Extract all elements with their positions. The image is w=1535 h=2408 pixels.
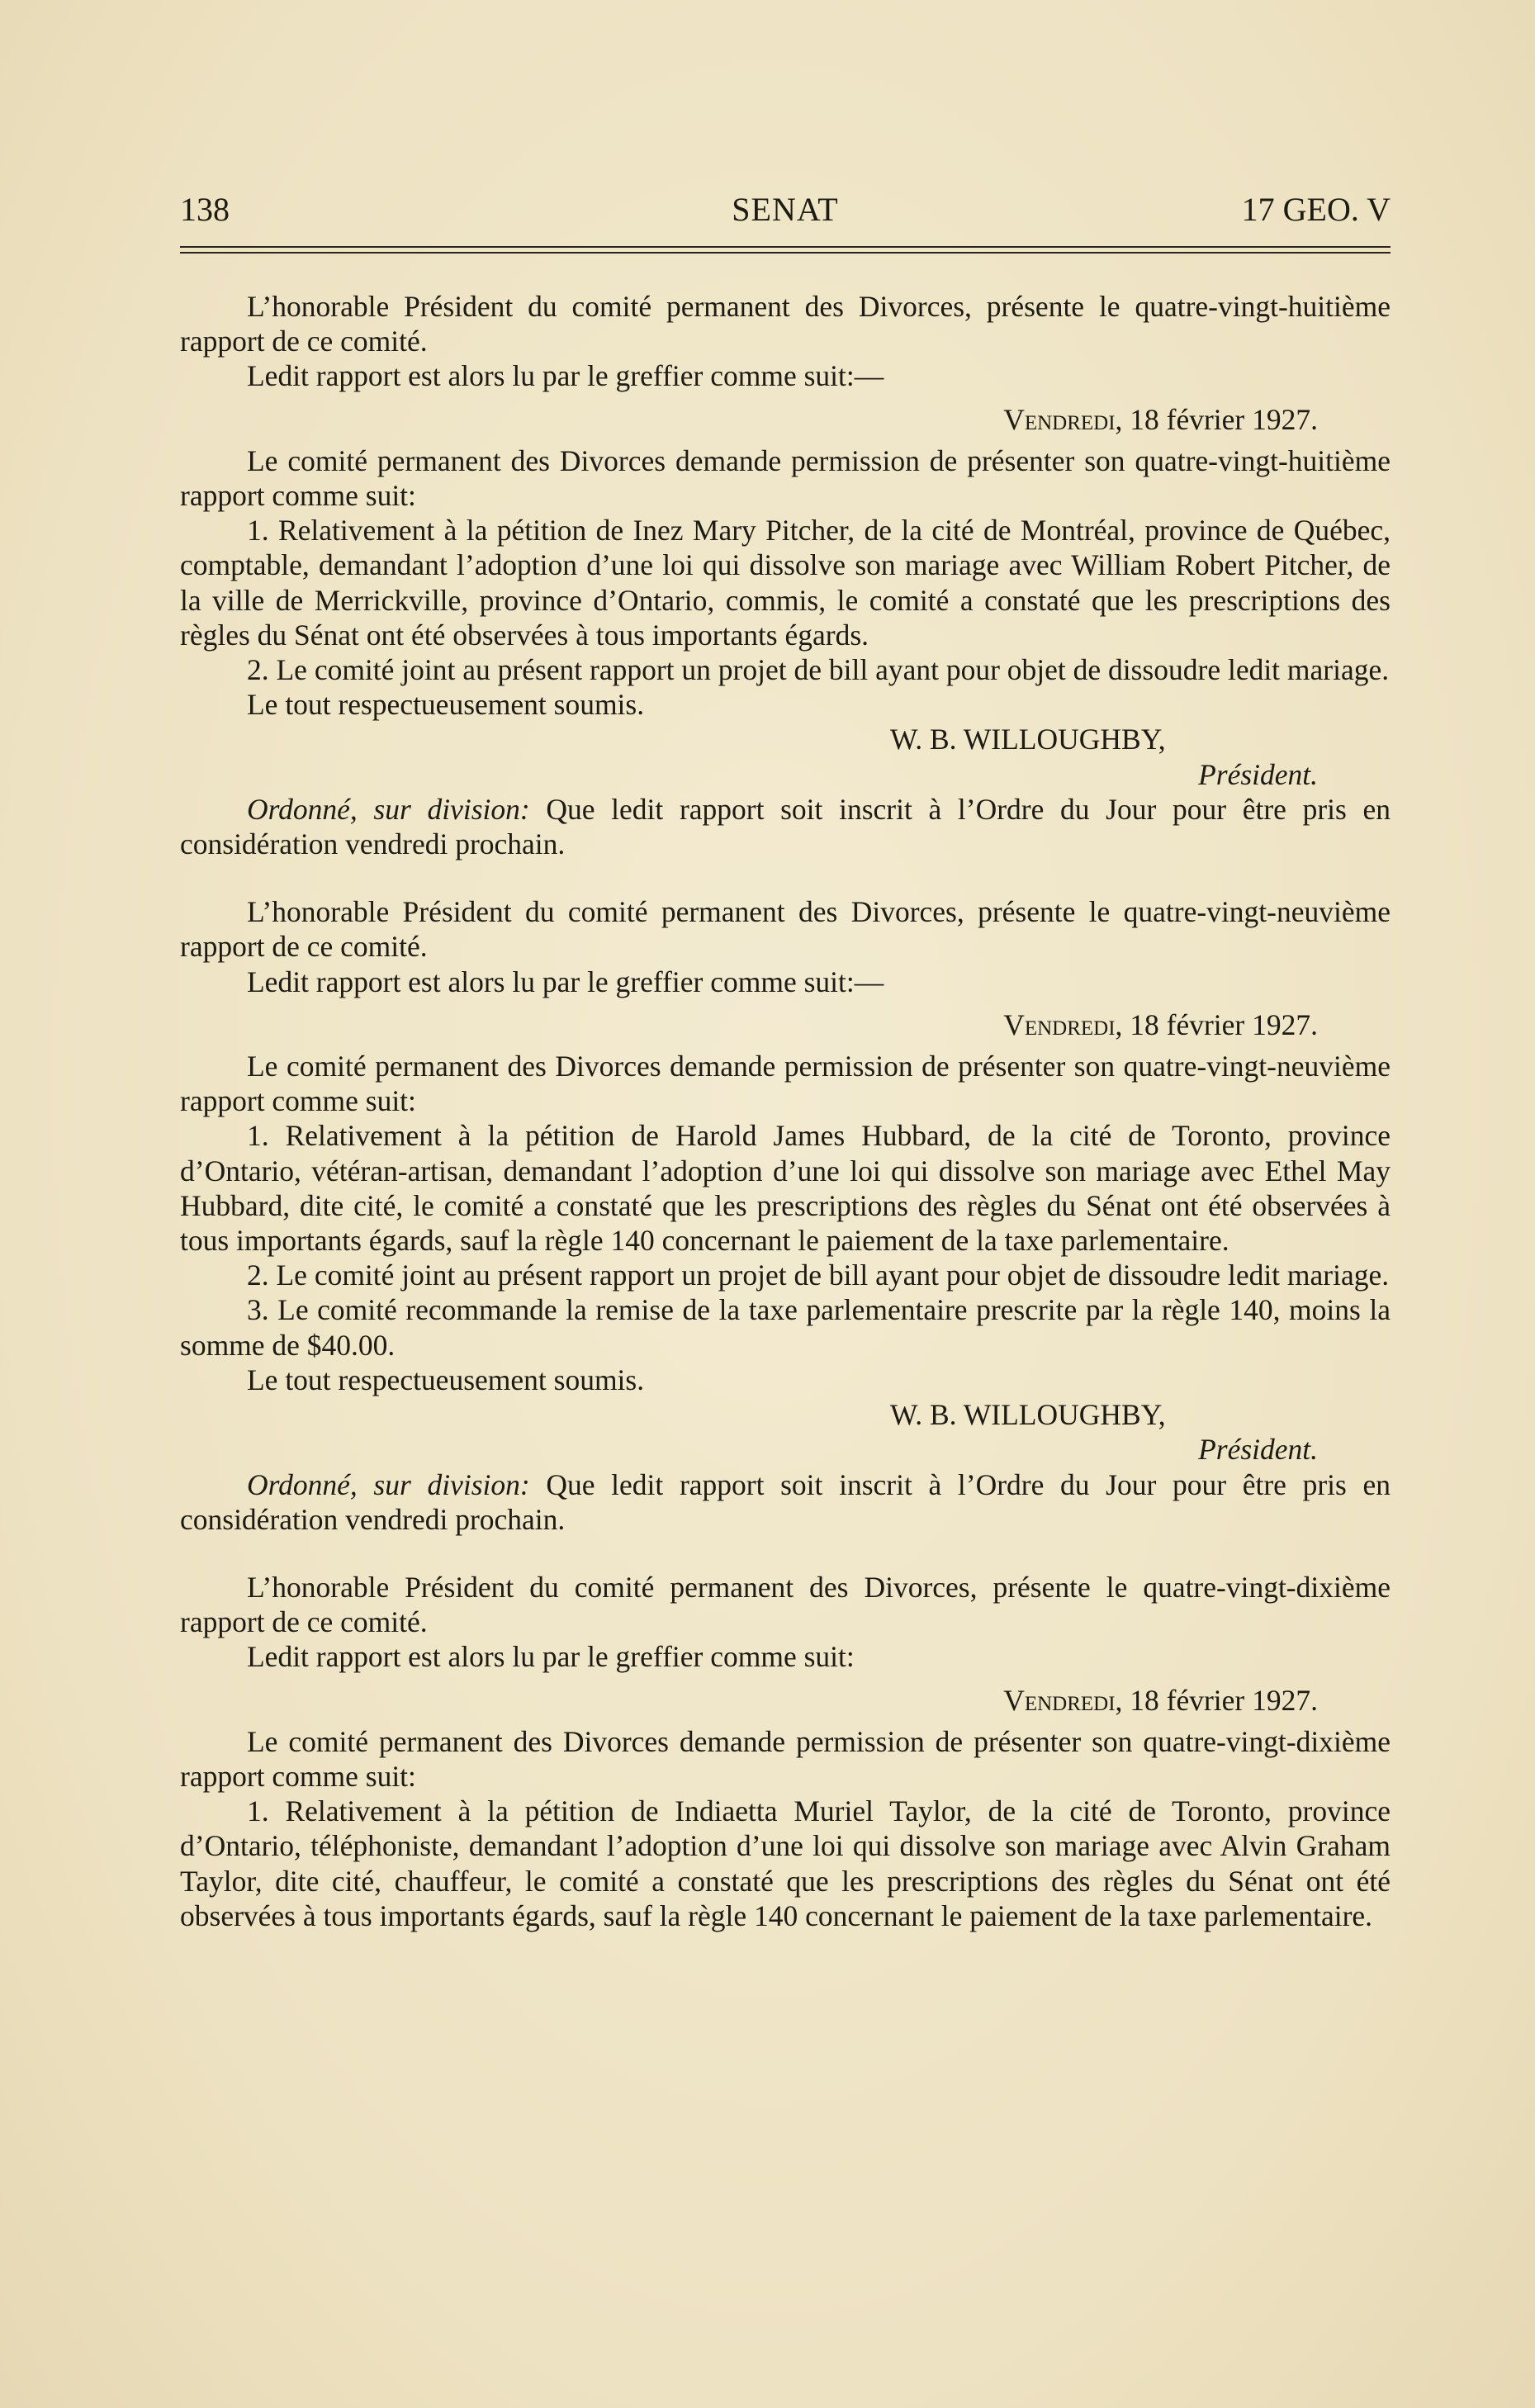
report-item: 3. Le comité recommande la remise de la taxe parlementaire prescrite par la règle 140, moins la somme de $40.00. (180, 1293, 1391, 1362)
page-header (180, 187, 1391, 233)
page-title: SENAT (732, 191, 839, 228)
report-date (180, 1683, 1391, 1718)
date-rest: , 18 février 1927. (1115, 402, 1318, 436)
signer-name: W. B. WILLOUGHBY, (890, 1398, 1166, 1432)
intro-paragraph: L’honorable Président du comité permanent des Divorces, présente le quatre-vingt-huitième rapport de ce comité. (180, 290, 1391, 358)
read-paragraph: Ledit rapport est alors lu par le greffier comme suit:— (247, 965, 884, 998)
page-number: 138 (180, 191, 230, 228)
volume-label: 17 GEO. V (1241, 191, 1391, 228)
report-item: 1. Relativement à la pétition de Inez Mary Pitcher, de la cité de Montréal, province de Québec, comptable, demandant l’adoption d’une loi qui dissolve son mariage avec William Robert Pitcher, de la ville de Merrickville, province d’Ontario, commis, le comité a constaté que les prescriptions des règles du Sénat ont été observées à tous importants égards. (180, 514, 1391, 652)
report-item: 2. Le comité joint au présent rapport un projet de bill ayant pour objet de dissoudre ledit mariage. (247, 1259, 1390, 1292)
read-paragraph: Ledit rapport est alors lu par le greffier comme suit:— (247, 359, 884, 393)
section-gap (180, 1537, 1391, 1570)
read-paragraph: Ledit rapport est alors lu par le greffier comme suit: (247, 1640, 855, 1674)
request-paragraph: Le comité permanent des Divorces demande permission de présenter son quatre-vingt-neuvième rapport comme suit: (180, 1050, 1391, 1118)
report-item: 2. Le comité joint au présent rapport un projet de bill ayant pour objet de dissoudre ledit mariage. (247, 653, 1390, 687)
date-rest: , 18 février 1927. (1115, 1007, 1318, 1041)
intro-paragraph: L’honorable Président du comité permanent des Divorces, présente le quatre-vingt-neuvième rapport de ce comité. (180, 895, 1391, 964)
request-paragraph: Le comité permanent des Divorces demande permission de présenter son quatre-vingt-huitième rapport comme suit: (180, 443, 1391, 513)
closing-line: Le tout respectueusement soumis. (247, 688, 645, 722)
order-lead: Ordonné, sur division: (247, 1467, 530, 1501)
report-date (180, 1007, 1391, 1042)
report-date (180, 402, 1391, 437)
document-body (180, 289, 1391, 1933)
signer-title: Président. (1198, 757, 1318, 791)
order-text: Que ledit rapport soit inscrit à l’Ordre du Jour pour être pris en considération vendredi prochain. (180, 1467, 1391, 1536)
date-day: Vendredi (1003, 1007, 1116, 1041)
section-gap (180, 861, 1391, 894)
closing-line: Le tout respectueusement soumis. (247, 1363, 645, 1396)
signer-title: Président. (1198, 1433, 1318, 1467)
report-section (180, 289, 1391, 861)
report-item: 1. Relativement à la pétition de Harold James Hubbard, de la cité de Toronto, province d’Ontario, vétéran-artisan, demandant l’adoption d’une loi qui dissolve son mariage avec Ethel May Hubbard, dite cité, le comité a constaté que les prescriptions des règles du Sénat ont été observées à tous importants égards, sauf la règle 140 concernant le paiement de la taxe parlementaire. (180, 1119, 1391, 1258)
report-item: 1. Relativement à la pétition de Indiaetta Muriel Taylor, de la cité de Toronto, province d’Ontario, téléphoniste, demandant l’adoption d’une loi qui dissolve son mariage avec Alvin Graham Taylor, dite cité, chauffeur, le comité a constaté que les prescriptions des règles du Sénat ont été observées à tous importants égards, sauf la règle 140 concernant le paiement de la taxe parlementaire. (180, 1794, 1391, 1932)
report-section (180, 894, 1391, 1537)
header-double-rule (180, 246, 1391, 254)
signer-name: W. B. WILLOUGHBY, (890, 723, 1166, 756)
report-section (180, 1570, 1391, 1933)
order-lead: Ordonné, sur division: (247, 792, 530, 826)
order-text: Que ledit rapport soit inscrit à l’Ordre du Jour pour être pris en considération vendredi prochain. (180, 792, 1391, 861)
request-paragraph: Le comité permanent des Divorces demande permission de présenter son quatre-vingt-dixième rapport comme suit: (180, 1724, 1391, 1793)
date-rest: , 18 février 1927. (1115, 1683, 1318, 1717)
order-paragraph (180, 1467, 1391, 1537)
intro-paragraph: L’honorable Président du comité permanent des Divorces, présente le quatre-vingt-dixième rapport de ce comité. (180, 1570, 1391, 1639)
order-paragraph (180, 792, 1391, 861)
date-day: Vendredi (1003, 402, 1116, 436)
date-day: Vendredi (1003, 1683, 1116, 1717)
